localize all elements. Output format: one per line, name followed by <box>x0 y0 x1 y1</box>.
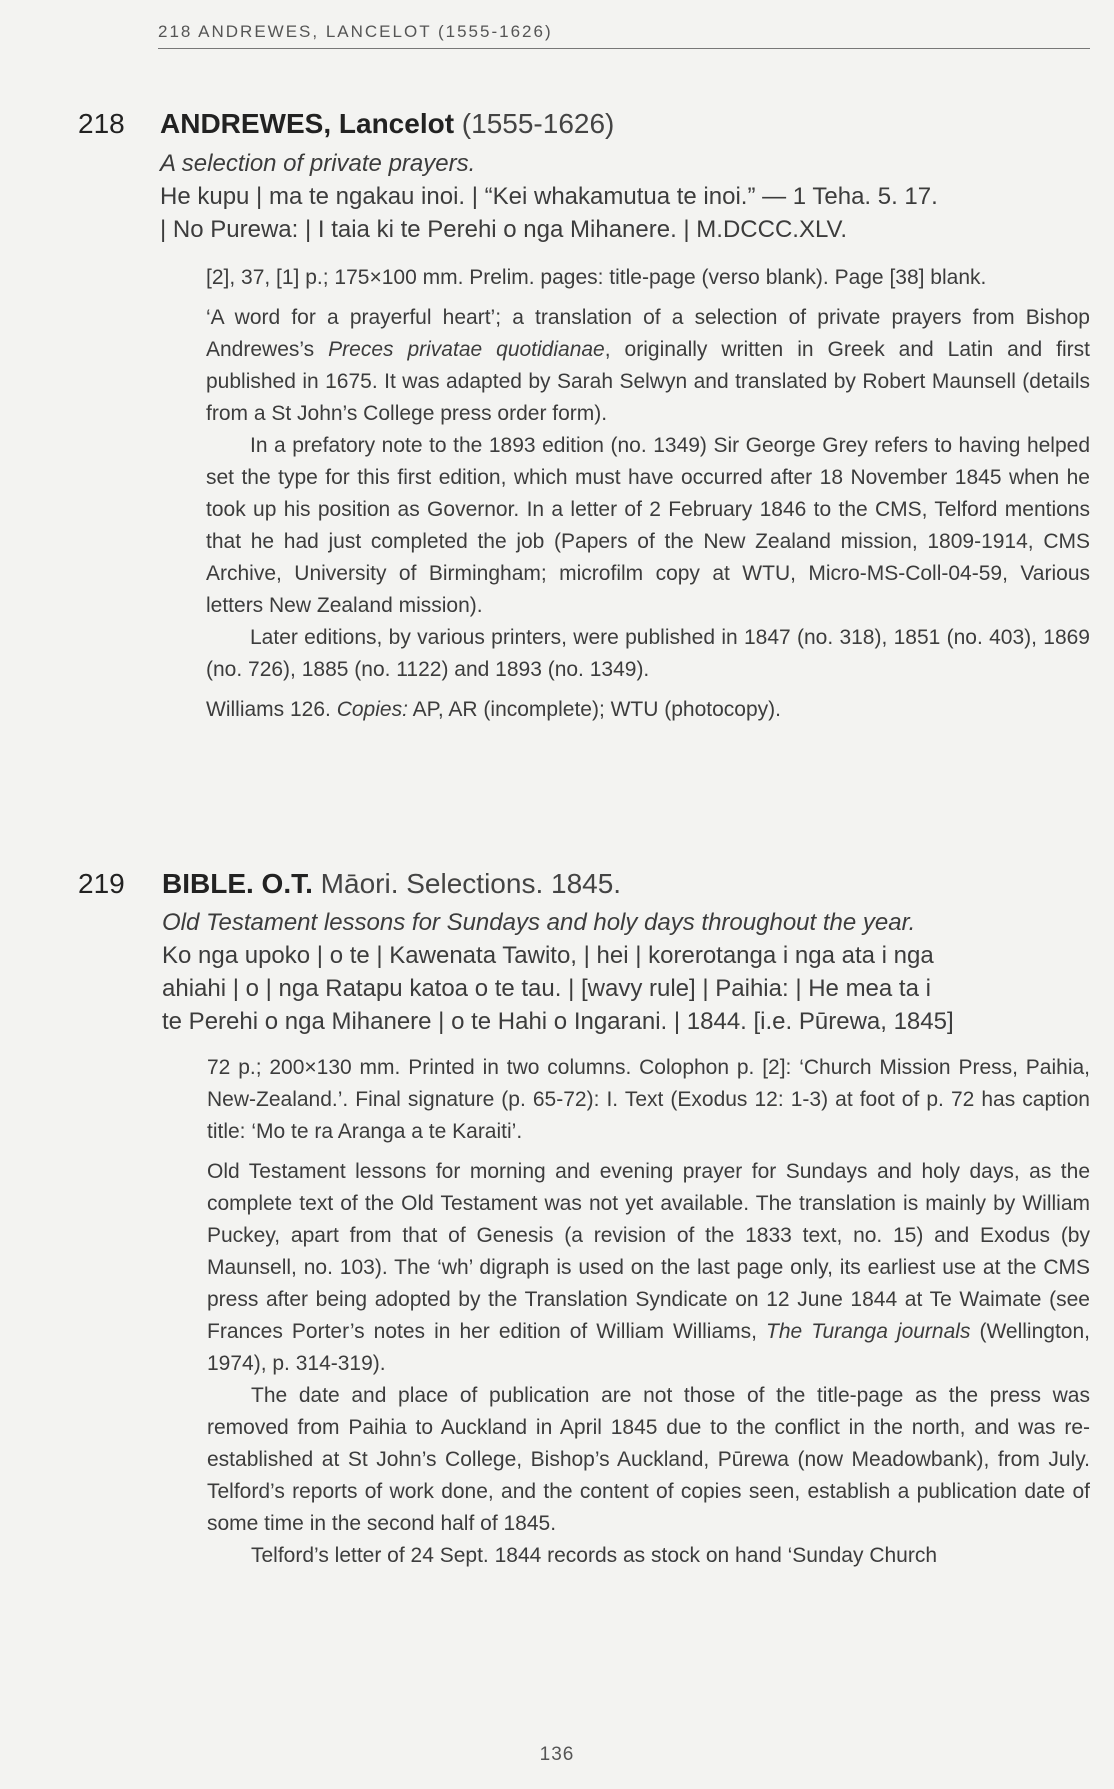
entry-218-description <box>206 262 1090 726</box>
page-number: 136 <box>539 1744 575 1765</box>
entry-heading: BIBLE. O.T. <box>162 868 313 899</box>
entry-number: 219 <box>78 868 125 899</box>
note-paragraph: In a prefatory note to the 1893 edition (no. 1349) Sir George Grey refers to having helped set the type for this first edition, which must have occurred after 18 November 1845 when he took up his position as Governor. In a letter of 2 February 1846 to the CMS, Telford mentions that he had just completed the job (Papers of the New Zealand mission, 1809-1914, CMS Archive, University of Birmingham; microfilm copy at WTU, Micro-MS-Coll-04-59, Various letters New Zealand mission). <box>206 434 1090 617</box>
copies-text: AP, AR (incomplete); WTU (photocopy). <box>407 698 781 721</box>
transcription-line: ahiahi | o | nga Ratapu katoa o te tau. | [wavy rule] | Paihia: | He mea ta i <box>162 975 931 1002</box>
transcription-line: Ko nga upoko | o te | Kawenata Tawito, | hei | korerotanga i nga ata i nga <box>162 942 934 969</box>
note-paragraph <box>207 1156 1090 1380</box>
collation: [2], 37, [1] p.; 175×100 mm. Prelim. pages: title-page (verso blank). Page [38] blank. <box>206 266 987 289</box>
entry-dates: (1555-1626) <box>454 108 615 139</box>
running-head: 218 ANDREWES, LANCELOT (1555-1626) <box>158 22 1090 49</box>
entry-author: ANDREWES, Lancelot <box>160 108 455 139</box>
entry-218-title-block <box>160 147 1090 246</box>
note-text: Old Testament lessons for morning and evening prayer for Sundays and holy days, as the complete text of the Old Testament was not yet available. The translation is mainly by William Puckey, apart from that of Genesis (a revision of the 1833 text, no. 15) and Exodus (by Maunsell, no. 103). The ‘wh’ digraph is used on the last page only, its earliest use at the CMS press after being adopted by the Translation Syndicate on 12 June 1844 at Te Waimate (see Frances Porter’s notes in her edition of William Williams, <box>207 1160 1090 1343</box>
collation: 72 p.; 200×130 mm. Printed in two columns. Colophon p. [2]: ‘Church Mission Press, Paihia, New-Zealand.’. Final signature (p. 65-72): I. Text (Exodus 12: 1-3) at foot of p. 72 has caption title: ‘Mo te ra Aranga a te Karaiti’. <box>207 1056 1090 1143</box>
entry-heading-rest: Māori. Selections. 1845. <box>312 868 622 899</box>
note-paragraph: Telford’s letter of 24 Sept. 1844 records as stock on hand ‘Sunday Church <box>251 1544 938 1567</box>
copies-label: Copies: <box>336 698 408 721</box>
transcription-line: He kupu | ma te ngakau inoi. | “Kei whakamutua te inoi.” — 1 Teha. 5. 17. <box>160 183 938 210</box>
note-text: , originally written in Greek and Latin and first published in 1675. It was adapted by Sarah Selwyn and translated by Robert Maunsell (details from a St John’s College press order form). <box>206 338 1090 425</box>
note-paragraph: Later editions, by various printers, were published in 1847 (no. 318), 1851 (no. 403), 1869 (no. 726), 1885 (no. 1122) and 1893 (no. 1349). <box>206 626 1090 681</box>
work-title: A selection of private prayers. <box>160 150 476 177</box>
note-paragraph: The date and place of publication are not those of the title-page as the press was removed from Paihia to Auckland in April 1845 due to the conflict in the north, and was re-established at St John’s College, Bishop’s Auckland, Pūrewa (now Meadowbank), from July. Telford’s reports of work done, and the content of copies seen, establish a publication date of some time in the second half of 1845. <box>207 1384 1090 1535</box>
transcription-line: te Perehi o nga Mihanere | o te Hahi o Ingarani. | 1844. [i.e. Pūrewa, 1845] <box>162 1008 954 1035</box>
transcription-line: | No Purewa: | I taia ki te Perehi o nga Mihanere. | M.DCCC.XLV. <box>160 216 848 243</box>
note-paragraph <box>206 302 1090 430</box>
note-text: (Wellington, 1974), p. 314-319). <box>207 1320 1090 1375</box>
entry-title <box>160 108 614 140</box>
references <box>206 694 1090 726</box>
note-italic: The Turanga journals <box>766 1320 971 1343</box>
reference-text: Williams 126. <box>206 698 337 721</box>
entry-number: 218 <box>78 108 125 139</box>
entry-219-title-block <box>162 906 1090 1038</box>
entry-title <box>162 868 621 900</box>
entry-219-description <box>207 1052 1090 1572</box>
work-title: Old Testament lessons for Sundays and holy days throughout the year. <box>162 909 916 936</box>
note-italic: Preces privatae quotidianae <box>328 338 605 361</box>
note-text: ‘A word for a prayerful heart’; a translation of a selection of private prayers from Bishop Andrewes’s <box>206 306 1090 361</box>
